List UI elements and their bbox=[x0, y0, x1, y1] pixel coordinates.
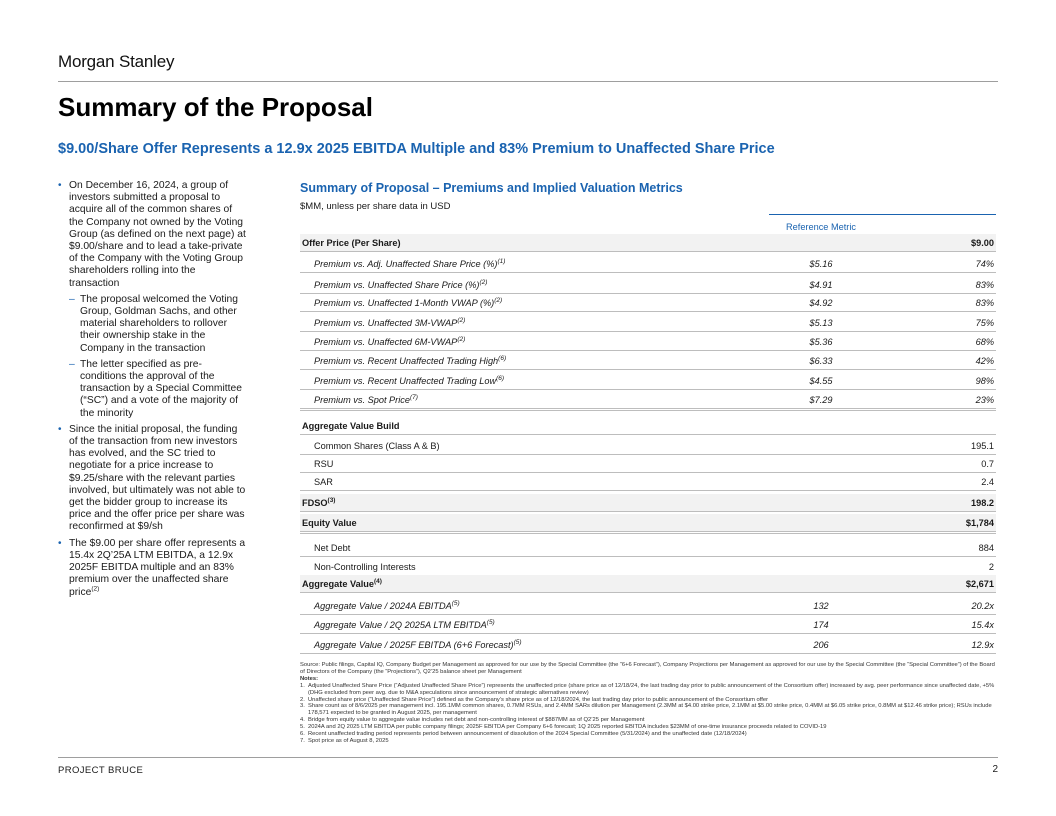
row-label bbox=[300, 337, 769, 347]
value-cell: 884 bbox=[978, 542, 994, 553]
row-label-text: Premium vs. Unaffected 1-Month VWAP (%) bbox=[314, 297, 495, 308]
table-row bbox=[300, 333, 996, 351]
sub-bullet-rollover-text: The proposal welcomed the Voting Group, Goldman Sachs, and other material shareholders to rollover their ownership stake in the Company in the transaction bbox=[80, 293, 238, 354]
value-cell: $1,784 bbox=[965, 517, 994, 528]
project-name: PROJECT BRUCE bbox=[58, 765, 144, 776]
bottom-divider bbox=[58, 757, 998, 758]
note-3-text: Share count as of 8/6/2025 per management incl. 195.1MM common shares, 0.7MM RSUs, and 2.4MM SARs dilution per Management (2.3MM at $4.00 strike price, 2.1MM at $5.00 strike price, 0.4MM at $6.05 strike price, 0.8MM at $12.46 strike price); RSUs include 178,571 expected to be granted in August 2025, per management bbox=[308, 703, 992, 717]
value-cell: 0.7 bbox=[981, 458, 994, 469]
footnote-ref: (2) bbox=[457, 316, 466, 324]
reference-metric-cell: $4.55 bbox=[809, 375, 833, 386]
source-text: Source: Public filings, Capital IQ, Company Budget per Management as approved for our use by the Special Committee (the “6+6 Forecast”), Company Projections per Management as approved for our use by the Special Committee (the “Special Committee”) of the Board of Directors of the Company (the “Projections”), Q2’25 balance sheet per Management bbox=[300, 662, 995, 675]
table-units: $MM, unless per share data in USD bbox=[300, 201, 451, 212]
table-row bbox=[300, 294, 996, 312]
row-label-text: SAR bbox=[314, 476, 333, 487]
bullet-offer-multiple bbox=[58, 538, 248, 599]
table-row bbox=[300, 597, 996, 615]
company-logo: Morgan Stanley bbox=[58, 52, 175, 71]
row-label bbox=[300, 280, 769, 290]
row-label-text: Premium vs. Recent Unaffected Trading Low bbox=[314, 375, 497, 386]
row-label bbox=[300, 376, 769, 386]
bullet-proposal bbox=[58, 180, 248, 290]
summary-bullets bbox=[58, 180, 248, 603]
page-number: 2 bbox=[992, 764, 998, 775]
reference-metric-header: Reference Metric bbox=[786, 222, 856, 232]
table-row bbox=[300, 391, 996, 409]
note-2-text: Unaffected share price (“Unaffected Share Price”) defined as the Company’s share price as of 12/18/2024, the last trading day prior to public announcement of the Consortium offer bbox=[308, 696, 769, 703]
row-label-text: Equity Value bbox=[302, 517, 357, 528]
row-label bbox=[300, 579, 769, 589]
row-label-text: Premium vs. Adj. Unaffected Share Price (%) bbox=[314, 258, 498, 269]
reference-metric-cell: 174 bbox=[813, 619, 829, 630]
value-cell: 20.2x bbox=[971, 600, 994, 611]
source-notes bbox=[300, 662, 996, 745]
row-label bbox=[300, 477, 769, 487]
sub-bullet-preconditions-text: The letter specified as pre-conditions the approval of the transaction by a Special Committee (“SC”) and a vote of the majority of the minority bbox=[80, 358, 242, 419]
note-6: 6. Recent unaffected trading period represents period between announcement of dissolution of the 2024 Special Committee (5/31/2024) and the unaffected date (12/18/2024) bbox=[300, 731, 747, 738]
footnote-ref: (2) bbox=[457, 335, 466, 343]
value-cell: 68% bbox=[975, 336, 994, 347]
row-label-text: Non-Controlling Interests bbox=[314, 561, 416, 572]
row-label-text: Premium vs. Unaffected 3M-VWAP bbox=[314, 317, 458, 328]
value-cell: 12.9x bbox=[971, 639, 994, 650]
table-row bbox=[300, 616, 996, 634]
row-label bbox=[300, 259, 769, 269]
table-row bbox=[300, 372, 996, 390]
row-label-text: Aggregate Value Build bbox=[302, 420, 400, 431]
reference-metric-cell: $5.36 bbox=[809, 336, 833, 347]
value-cell: 2.4 bbox=[981, 476, 994, 487]
reference-metric-cell: $4.91 bbox=[809, 279, 833, 290]
row-label bbox=[300, 640, 769, 650]
section-divider bbox=[300, 533, 996, 534]
row-label-text: Aggregate Value bbox=[302, 578, 374, 589]
reference-metric-cell: $5.16 bbox=[809, 258, 833, 269]
row-label-text: Aggregate Value / 2025F EBITDA (6+6 Forecast) bbox=[314, 639, 514, 650]
footnote-ref: (2) bbox=[91, 585, 100, 593]
page-subtitle: $9.00/Share Offer Represents a 12.9x 2025 EBITDA Multiple and 83% Premium to Unaffected Share Price bbox=[58, 141, 775, 157]
reference-metric-cell: $6.33 bbox=[809, 355, 833, 366]
note-4: 4. Bridge from equity value to aggregate value includes net debt and non-controlling interest of $887MM as of Q2’25 per Management bbox=[300, 717, 645, 724]
row-label-text: Premium vs. Unaffected Share Price (%) bbox=[314, 279, 480, 290]
bullet-offer-multiple-text: The $9.00 per share offer represents a 15.4x 2Q’25A LTM EBITDA, a 12.9x 2025F EBITDA multiple and an 83% premium over the unaffected share price bbox=[69, 537, 246, 598]
table-row bbox=[300, 352, 996, 370]
row-label-text: Premium vs. Unaffected 6M-VWAP bbox=[314, 336, 458, 347]
reference-metric-cell: 206 bbox=[813, 639, 829, 650]
row-label bbox=[300, 421, 769, 431]
value-cell: 23% bbox=[975, 394, 994, 405]
row-label bbox=[300, 356, 769, 366]
row-label-text: Aggregate Value / 2024A EBITDA bbox=[314, 600, 452, 611]
notes-title: Notes: bbox=[300, 675, 319, 682]
table-row bbox=[300, 417, 996, 435]
footnote-ref: (5) bbox=[486, 618, 495, 626]
reference-metric-cell: $5.13 bbox=[809, 317, 833, 328]
table-row bbox=[300, 575, 996, 593]
row-label-text: RSU bbox=[314, 458, 334, 469]
footnote-ref: (3) bbox=[327, 496, 336, 504]
row-label-text: Net Debt bbox=[314, 542, 351, 553]
note-7: 7. Spot price as of August 8, 2025 bbox=[300, 737, 389, 744]
section-divider bbox=[300, 410, 996, 411]
table-row bbox=[300, 276, 996, 294]
table-row bbox=[300, 473, 996, 491]
row-label-text: Common Shares (Class A & B) bbox=[314, 440, 440, 451]
top-divider bbox=[58, 81, 998, 82]
reference-metric-cell: 132 bbox=[813, 600, 829, 611]
footnote-ref: (6) bbox=[498, 354, 507, 362]
table-row bbox=[300, 234, 996, 252]
value-cell: 198.2 bbox=[971, 497, 994, 508]
reference-metric-rule bbox=[769, 214, 996, 215]
note-7-text: Spot price as of August 8, 2025 bbox=[308, 737, 389, 744]
footnote-ref: (6) bbox=[496, 374, 505, 382]
note-3: 3. Share count as of 8/6/2025 per management incl. 195.1MM common shares, 0.7MM RSUs, and 2.4MM SARs dilution per Management (2.3MM at $4.00 strike price, 2.1MM at $5.00 strike price, 0.4MM at $6.05 strike price, 0.8MM at $12.46 strike price); RSUs include 178,571 expected to be granted in August 2025, per management bbox=[300, 703, 992, 717]
row-label-text: Premium vs. Spot Price bbox=[314, 394, 410, 405]
row-label bbox=[300, 543, 769, 553]
value-cell: 98% bbox=[975, 375, 994, 386]
row-label-text: Premium vs. Recent Unaffected Trading High bbox=[314, 355, 499, 366]
bullet-negotiation-text: Since the initial proposal, the funding of the transaction from new investors has evolved, and the SC tried to negotiate for a price increase to $9.25/share with the relevant parties involved, but ultimately was not able to get the bidder group to increase its price and the offer price per share was reconfirmed at $9/sh bbox=[69, 423, 246, 533]
value-cell: $9.00 bbox=[971, 237, 994, 248]
value-cell: 83% bbox=[975, 279, 994, 290]
row-label bbox=[300, 620, 769, 630]
note-6-text: Recent unaffected trading period represents period between announcement of dissolution of the 2024 Special Committee (5/31/2024) and the unaffected date (12/18/2024) bbox=[308, 731, 747, 738]
sub-bullet-preconditions bbox=[58, 359, 248, 420]
table-row bbox=[300, 636, 996, 654]
row-label bbox=[300, 238, 769, 248]
table-row bbox=[300, 494, 996, 512]
value-cell: 195.1 bbox=[971, 440, 994, 451]
value-cell: 75% bbox=[975, 317, 994, 328]
row-label bbox=[300, 298, 769, 308]
row-label bbox=[300, 498, 769, 508]
footnote-ref: (2) bbox=[494, 296, 503, 304]
reference-metric-cell: $7.29 bbox=[809, 394, 833, 405]
row-label-text: Aggregate Value / 2Q 2025A LTM EBITDA bbox=[314, 619, 487, 630]
sub-bullet-rollover bbox=[58, 294, 248, 355]
row-label bbox=[300, 395, 769, 405]
table-row bbox=[300, 539, 996, 557]
footnote-ref: (5) bbox=[451, 599, 460, 607]
row-label bbox=[300, 441, 769, 451]
value-cell: $2,671 bbox=[965, 578, 994, 589]
value-cell: 2 bbox=[988, 561, 994, 572]
value-cell: 42% bbox=[975, 355, 994, 366]
bullet-negotiation bbox=[58, 424, 248, 534]
row-label bbox=[300, 601, 769, 611]
page-title: Summary of the Proposal bbox=[58, 92, 373, 122]
table-row bbox=[300, 514, 996, 532]
table-row bbox=[300, 455, 996, 473]
note-1-text: Adjusted Unaffected Share Price (“Adjusted Unaffected Share Price”) represents the unaffected price (share price as of 12/18/24, the last trading day prior to public announcement of the Consortium offer) increased by avg. peer performance since unaffected date, +5% (DHG excluded from peer avg. due to M&A speculations since announcement of strategic alternatives review) bbox=[308, 682, 995, 696]
table-row bbox=[300, 437, 996, 455]
footnote-ref: (7) bbox=[409, 393, 418, 401]
table-title: Summary of Proposal – Premiums and Implied Valuation Metrics bbox=[300, 181, 683, 195]
note-2: 2. Unaffected share price (“Unaffected Share Price”) defined as the Company’s share price as of 12/18/2024, the last trading day prior to public announcement of the Consortium offer bbox=[300, 696, 769, 703]
footnote-ref: (4) bbox=[374, 577, 382, 585]
note-5-text: 2024A and 2Q 2025 LTM EBITDA per public company filings; 2025F EBITDA per Company 6+6 forecast; 1Q 2025 reported EBITDA includes $23MM of one-time insurance proceeds related to COVID-19 bbox=[308, 724, 827, 731]
row-label bbox=[300, 318, 769, 328]
bullet-proposal-text: On December 16, 2024, a group of investors submitted a proposal to acquire all of the common shares of the Company not owned by the Voting Group (as defined on the next page) at $9.00/share and to lead a take-private of the Company with the Voting Group shareholders rolling into the transaction bbox=[69, 180, 246, 289]
row-label bbox=[300, 459, 769, 469]
row-label-text: Offer Price (Per Share) bbox=[302, 237, 401, 248]
reference-metric-cell: $4.92 bbox=[809, 297, 833, 308]
footnote-ref: (5) bbox=[513, 638, 522, 646]
value-cell: 83% bbox=[975, 297, 994, 308]
footnote-ref: (1) bbox=[497, 257, 506, 265]
table-row bbox=[300, 314, 996, 332]
note-5: 5. 2024A and 2Q 2025 LTM EBITDA per public company filings; 2025F EBITDA per Company 6+6 forecast; 1Q 2025 reported EBITDA includes $23MM of one-time insurance proceeds related to COVID-19 bbox=[300, 724, 827, 731]
value-cell: 74% bbox=[975, 258, 994, 269]
value-cell: 15.4x bbox=[971, 619, 994, 630]
note-4-text: Bridge from equity value to aggregate value includes net debt and non-controlling interest of $887MM as of Q2’25 per Management bbox=[308, 717, 645, 724]
row-label bbox=[300, 562, 769, 572]
footnote-ref: (2) bbox=[479, 278, 488, 286]
note-1: 1. Adjusted Unaffected Share Price (“Adjusted Unaffected Share Price”) represents the unaffected price (share price as of 12/18/24, the last trading day prior to public announcement of the Consortium offer) increased by avg. peer performance since unaffected date, +5% (DHG excluded from peer avg. due to M&A speculations since announcement of strategic alternatives review) bbox=[300, 682, 995, 696]
row-label-text: FDSO bbox=[302, 497, 328, 508]
row-label bbox=[300, 518, 769, 528]
table-row bbox=[300, 558, 996, 576]
table-row bbox=[300, 255, 996, 273]
